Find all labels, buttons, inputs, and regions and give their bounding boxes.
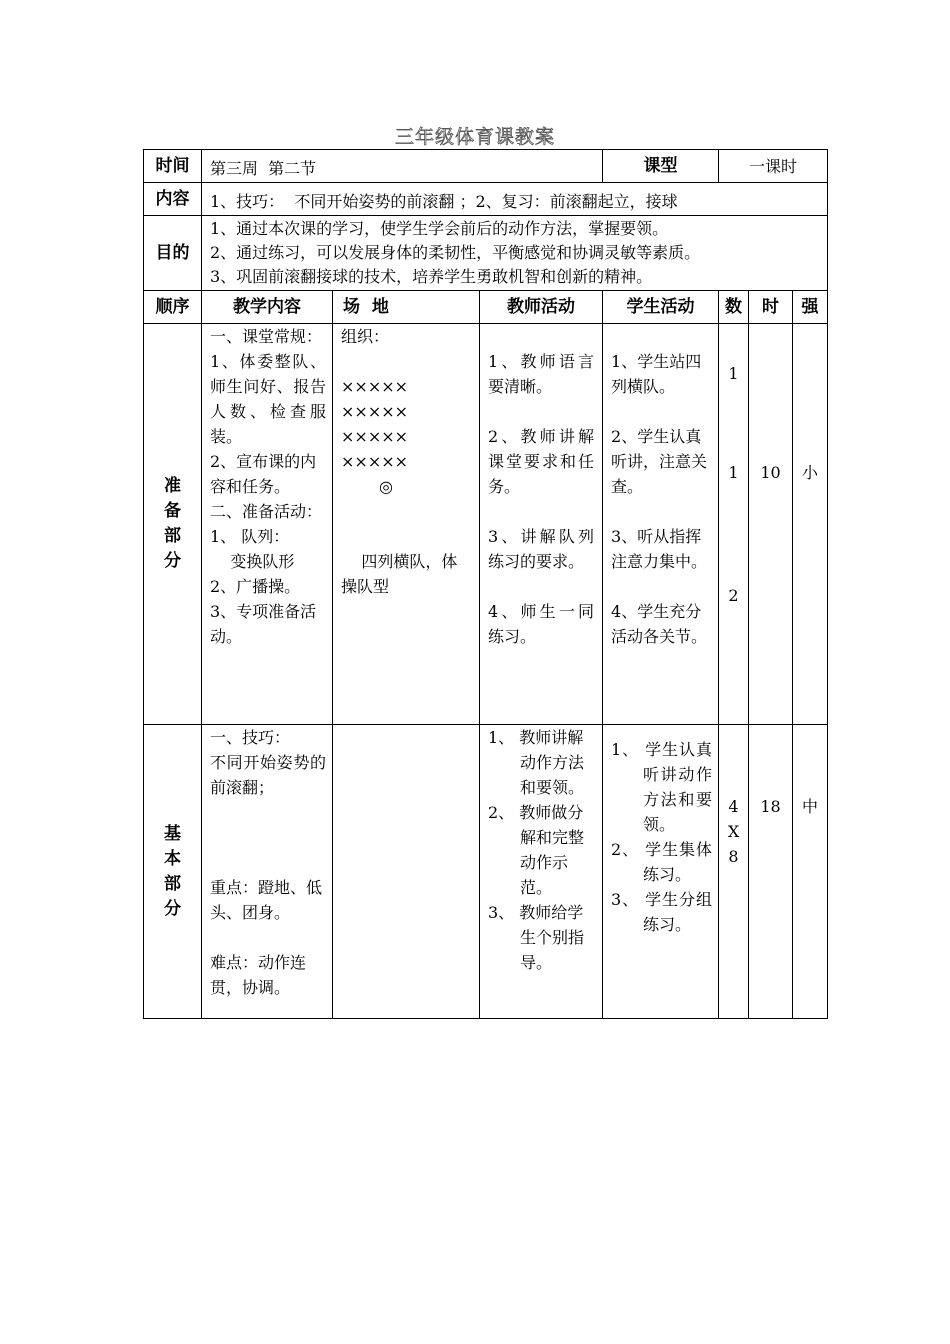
purpose-line: 2、通过练习，可以发展身体的柔韧性，平衡感觉和协调灵敏等素质。	[210, 243, 701, 262]
student-item: 3、听从指挥注意力集中。	[611, 527, 708, 571]
student-item: 2、学生认真听讲，注意关查。	[611, 427, 708, 496]
type-value: 一课时	[719, 150, 828, 183]
formation-row: ×××××	[341, 377, 409, 396]
basic-section-label: 基 本 部 分	[144, 725, 202, 1019]
venue-org-label: 组织：	[341, 327, 390, 346]
time-value: 10	[760, 463, 781, 482]
intensity-value: 中	[802, 797, 819, 816]
student-item: 1、 学生认真听讲动作方法和要领。	[611, 740, 713, 834]
basic-intensity	[793, 725, 828, 1019]
count-value: 1	[728, 463, 739, 482]
teacher-item: 1、教师语言要清晰。	[488, 352, 595, 396]
content-line: 3、专项准备活动。	[210, 602, 317, 646]
student-item: 1、学生站四列横队。	[611, 352, 702, 396]
purpose-line: 3、巩固前滚翻接球的技术，培养学生勇敢机智和创新的精神。	[210, 267, 653, 286]
basic-time	[749, 725, 793, 1019]
prep-venue	[333, 324, 480, 725]
purpose-label: 目的	[144, 216, 202, 291]
teacher-item: 3、讲解队列练习的要求。	[488, 527, 595, 571]
count-value: 2	[728, 586, 739, 605]
teacher-item: 1、 教师讲解动作方法和要领。	[488, 728, 585, 797]
content-value: 1、技巧： 不同开始姿势的前滚翻 ；2、复习：前滚翻起立，接球	[202, 183, 828, 216]
student-item: 2、 学生集体练习。	[611, 840, 713, 884]
teacher-item: 4、师生一同练习。	[488, 602, 595, 646]
content-line: 1、 队列：	[210, 527, 290, 546]
content-label: 内容	[144, 183, 202, 216]
basic-teacher-activity	[480, 725, 603, 1019]
student-item: 4、学生充分活动各关节。	[611, 602, 708, 646]
prep-teacher-activity	[480, 324, 603, 725]
col-header-intensity: 强	[793, 291, 828, 324]
col-header-count: 数	[719, 291, 749, 324]
prep-time	[749, 324, 793, 725]
col-header-student: 学生活动	[603, 291, 719, 324]
basic-venue	[333, 725, 480, 1019]
count-value: 8	[728, 847, 739, 866]
basic-student-activity	[603, 725, 719, 1019]
content-line: 二、准备活动：	[210, 502, 323, 521]
content-line: 2、广播操。	[210, 577, 301, 596]
content-line: 1、体委整队、师生问好、报告人数、检查服装。	[210, 352, 326, 446]
formation-row: ×××××	[341, 402, 409, 421]
col-header-teacher: 教师活动	[480, 291, 603, 324]
content-line: 变换队形	[210, 552, 295, 571]
basic-count	[719, 725, 749, 1019]
purpose-line: 1、通过本次课的学习，使学生学会前后的动作方法，掌握要领。	[210, 219, 669, 238]
student-item: 3、 学生分组练习。	[611, 890, 713, 934]
count-value: 4	[728, 797, 739, 816]
teacher-item: 3、 教师给学生个别指导。	[488, 903, 585, 972]
content-line: 一、课堂常规：	[210, 327, 323, 346]
content-line: 2、宣布课的内容和任务。	[210, 452, 317, 496]
teacher-item: 2、 教师做分解和完整动作示范。	[488, 803, 585, 897]
prep-intensity	[793, 324, 828, 725]
formation-row: ×××××	[341, 427, 409, 446]
lesson-plan-table	[143, 149, 828, 1019]
basic-content	[202, 725, 333, 1019]
col-header-time: 时	[749, 291, 793, 324]
prep-section-label: 准 备 部 分	[144, 324, 202, 725]
time-value: 18	[760, 797, 781, 816]
prep-content	[202, 324, 333, 725]
content-line: 难点：动作连贯，协调。	[210, 953, 307, 997]
content-line: 一、技巧：	[210, 728, 291, 747]
count-value: 1	[728, 364, 739, 383]
formation-description: 四列横队，体操队型	[341, 552, 458, 596]
intensity-value: 小	[802, 463, 819, 482]
prep-count	[719, 324, 749, 725]
document-title: 三年级体育课教案	[394, 126, 555, 148]
count-value: X	[727, 822, 740, 841]
formation-row: ×××××	[341, 452, 409, 471]
col-header-venue: 场 地	[333, 291, 480, 324]
col-header-order: 顺序	[144, 291, 202, 324]
content-line: 重点：蹬地、低头、团身。	[210, 878, 323, 922]
time-label: 时间	[144, 150, 202, 183]
col-header-content: 教学内容	[202, 291, 333, 324]
prep-student-activity	[603, 324, 719, 725]
purpose-text	[202, 216, 828, 291]
type-label: 课型	[603, 150, 719, 183]
teacher-item: 2、教师讲解课堂要求和任务。	[488, 427, 595, 496]
content-line: 不同开始姿势的前滚翻；	[210, 753, 326, 797]
time-value: 第三周 第二节	[202, 150, 603, 183]
teacher-position-mark: ◎	[379, 477, 393, 496]
